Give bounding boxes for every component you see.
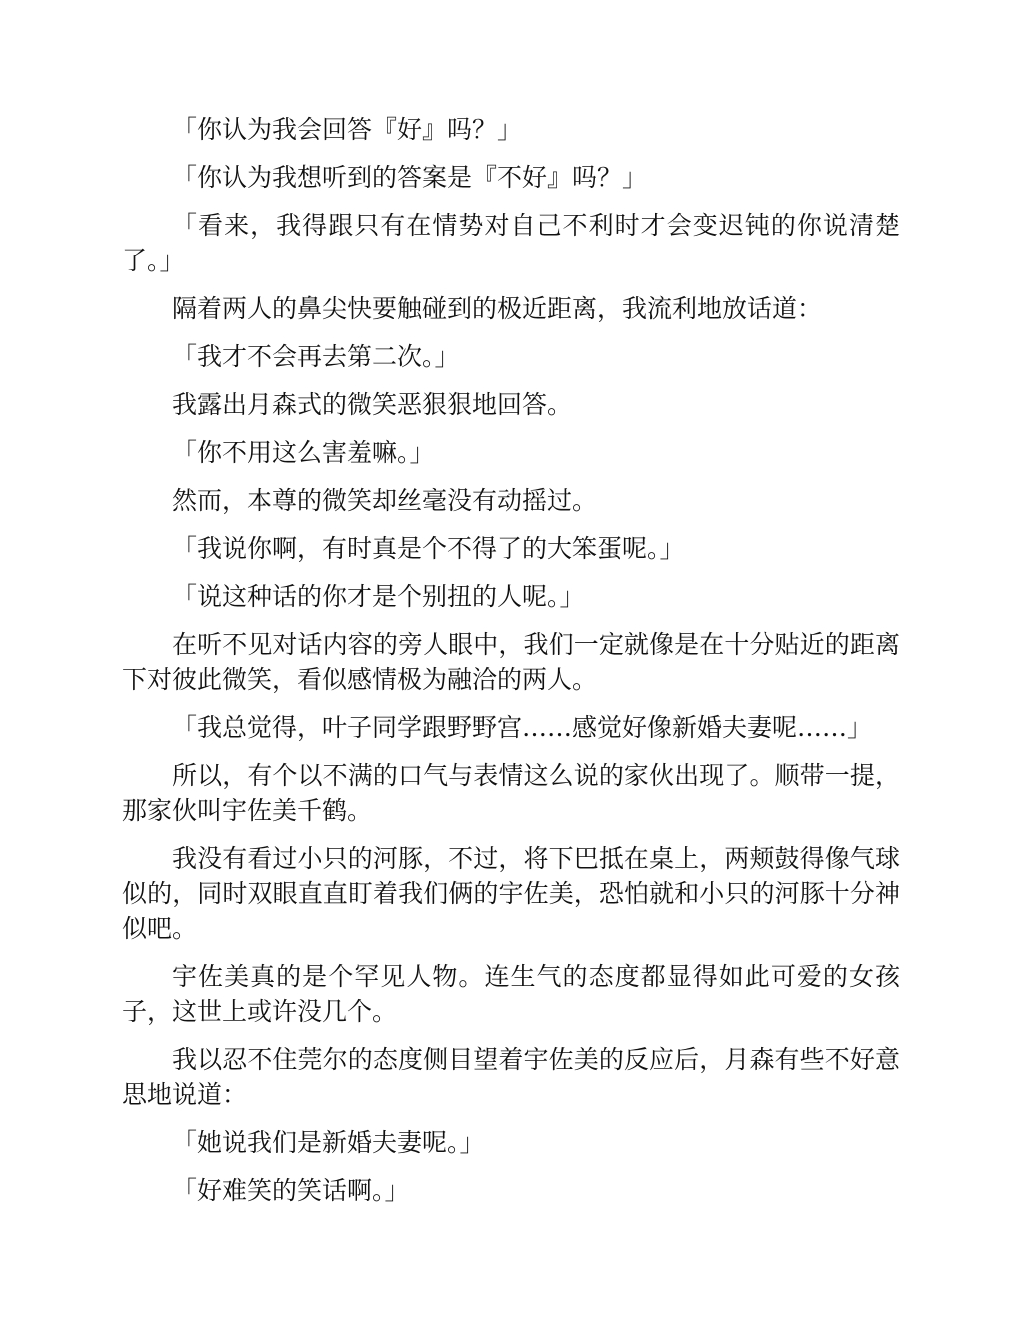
paragraph: 宇佐美真的是个罕见人物。连生气的态度都显得如此可爱的女孩子，这世上或许没几个。 bbox=[122, 962, 900, 1026]
paragraph: 所以，有个以不满的口气与表情这么说的家伙出现了。顺带一提，那家伙叫宇佐美千鹤。 bbox=[122, 761, 900, 825]
paragraph: 「我才不会再去第二次。」 bbox=[172, 342, 460, 371]
paragraph: 「我说你啊，有时真是个不得了的大笨蛋呢。」 bbox=[172, 534, 685, 563]
paragraph: 「我总觉得，叶子同学跟野野宫……感觉好像新婚夫妻呢……」 bbox=[172, 713, 873, 742]
document-page bbox=[122, 112, 900, 1221]
paragraph: 「说这种话的你才是个别扭的人呢。」 bbox=[172, 582, 585, 611]
paragraph: 隔着两人的鼻尖快要触碰到的极近距离，我流利地放话道： bbox=[172, 294, 823, 323]
paragraph: 我以忍不住莞尔的态度侧目望着宇佐美的反应后，月森有些不好意思地说道： bbox=[122, 1045, 900, 1109]
paragraph: 然而，本尊的微笑却丝毫没有动摇过。 bbox=[172, 486, 598, 515]
paragraph: 「看来，我得跟只有在情势对自己不利时才会变迟钝的你说清楚了。」 bbox=[122, 211, 900, 275]
paragraph: 「好难笑的笑话啊。」 bbox=[172, 1176, 410, 1205]
paragraph: 我露出月森式的微笑恶狠狠地回答。 bbox=[172, 390, 573, 419]
paragraph: 我没有看过小只的河豚，不过，将下巴抵在桌上，两颊鼓得像气球似的，同时双眼直直盯着我们俩的宇佐美，恐怕就和小只的河豚十分神似吧。 bbox=[122, 844, 900, 943]
paragraph: 「你不用这么害羞嘛。」 bbox=[172, 438, 435, 467]
paragraph: 在听不见对话内容的旁人眼中，我们一定就像是在十分贴近的距离下对彼此微笑，看似感情极为融洽的两人。 bbox=[122, 630, 900, 694]
paragraph: 「她说我们是新婚夫妻呢。」 bbox=[172, 1128, 485, 1157]
paragraph: 「你认为我会回答『好』吗？」 bbox=[172, 115, 523, 144]
paragraph: 「你认为我想听到的答案是『不好』吗？」 bbox=[172, 163, 648, 192]
